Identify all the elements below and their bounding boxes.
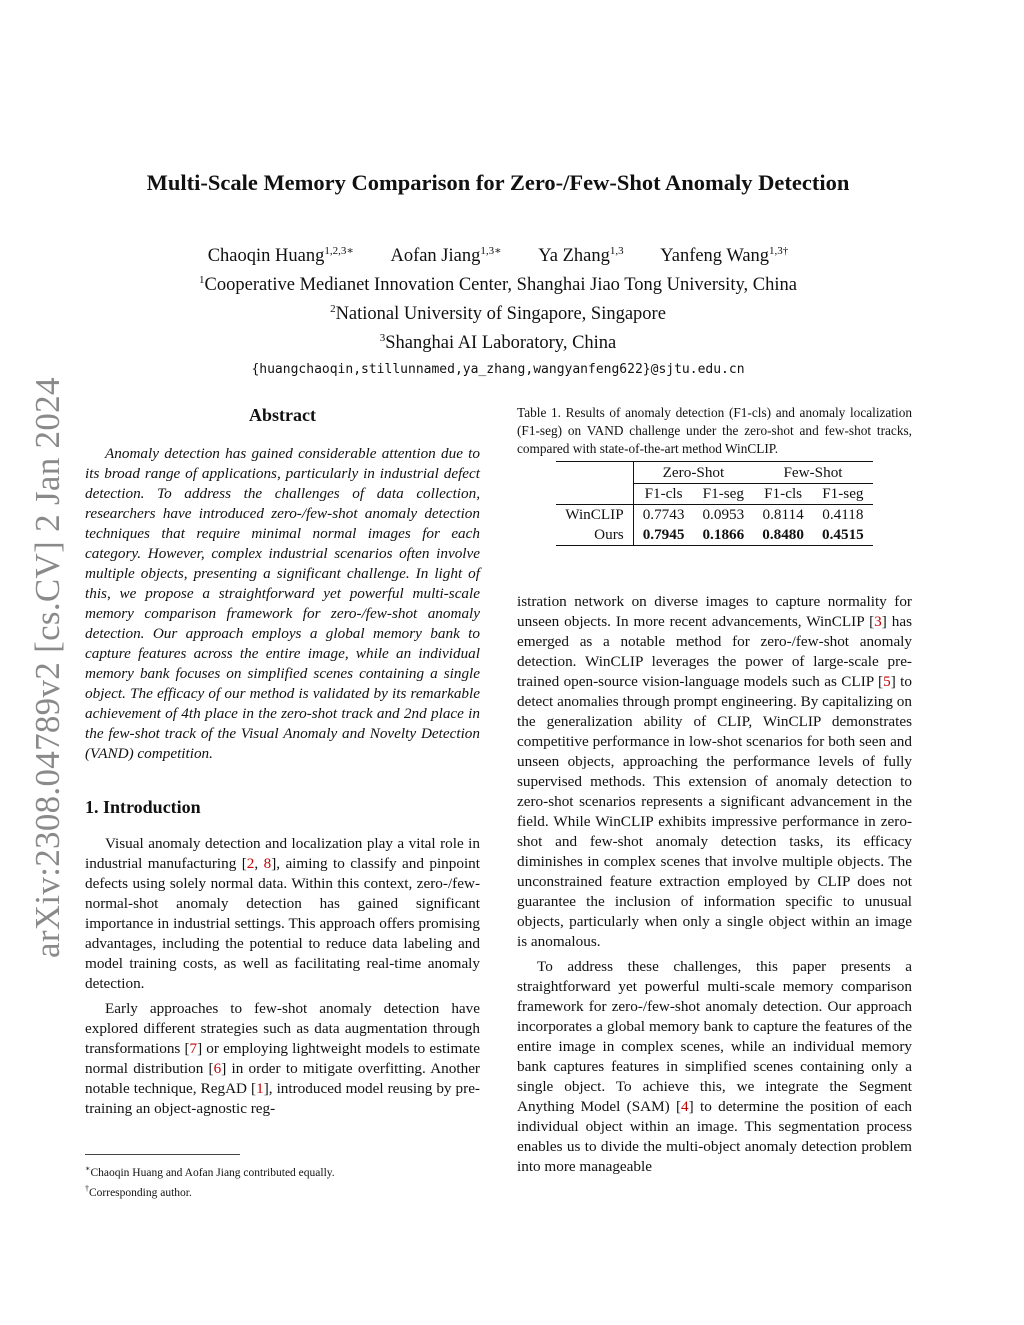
author: Yanfeng Wang$^{1,3\dagger}$ xyxy=(660,245,789,267)
table-row-method: WinCLIP xyxy=(556,505,633,526)
section-heading-introduction: 1. Introduction xyxy=(85,797,201,817)
author-block xyxy=(60,239,936,382)
table-cell: 0.8480 xyxy=(753,525,813,546)
body-paragraph: To address these challenges, this paper presents a straightforward yet powerful multi-scale memory comparison framework for zero-/few-shot anomaly detection. Our approach incorporates a global memory bank to capture the features of the entire image in complex scenes, while an individual memory bank captures features in simplified scenes containing only a single object. To achieve this, we integrate the Segment Anything Model (SAM) [4] to determine the position of each individual object within an image. This segmentation process enables us to divide the multi-object anomaly detection problem into more manageable xyxy=(517,958,912,1175)
citation-link[interactable]: 4 xyxy=(681,1098,689,1115)
footnote-divider xyxy=(85,1154,240,1155)
citation-link[interactable]: 3 xyxy=(874,613,882,630)
author: Aofan Jiang$^{1,3∗}$ xyxy=(390,245,502,267)
author-emails: {huangchaoqin,stillunnamed,ya_zhang,wangyanfeng622}@sjtu.edu.cn xyxy=(251,361,745,377)
arxiv-identifier: arXiv:2308.04789v2 [cs.CV] 2 Jan 2024 xyxy=(28,377,67,958)
table-column-header: F1-cls xyxy=(753,484,813,505)
table-cell: 0.0953 xyxy=(702,506,745,523)
table-cell: 0.7945 xyxy=(633,525,693,546)
citation-link[interactable]: 1 xyxy=(256,1080,264,1097)
abstract-heading: Abstract xyxy=(249,405,316,425)
table-row xyxy=(556,525,873,546)
table-row-method: Ours xyxy=(556,525,633,546)
footnote: ∗Chaoqin Huang and Aofan Jiang contributed equally. xyxy=(85,1164,335,1179)
citation-link[interactable]: 6 xyxy=(213,1060,222,1077)
affiliation: $^1$Cooperative Medianet Innovation Center, Shanghai Jiao Tong University, China xyxy=(199,274,797,296)
citation-link[interactable]: 5 xyxy=(883,673,891,690)
table-cell: 0.4118 xyxy=(822,506,864,523)
table-cell: 0.8114 xyxy=(762,506,804,523)
right-column xyxy=(517,404,912,1177)
citation-link[interactable]: 8 xyxy=(263,855,272,872)
table-header-columns xyxy=(556,484,873,505)
table-caption: Table 1. Results of anomaly detection (F1-cls) and anomaly localization (F1-seg) on VAND challenge under the zero-shot and few-shot tracks, compared with state-of-the-art method WinCLIP. xyxy=(517,405,912,456)
affiliation: $^3$Shanghai AI Laboratory, China xyxy=(379,332,617,354)
footnotes xyxy=(85,1154,480,1201)
author-list xyxy=(60,239,936,268)
intro-paragraph-2: Early approaches to few-shot anomaly detection have explored different strategies such as data augmentation through transformations [7] or employing lightweight models to estimate normal distribution [6] in order to mitigate overfitting. Another notable technique, RegAD [1], introduced model reusing by pre-training an object-agnostic reg- xyxy=(85,1000,480,1117)
abstract-text: Anomaly detection has gained considerable attention due to its broad range of applications, particularly in industrial defect detection. To address the challenges of data collection, researchers have introduced zero-/few-shot anomaly detection techniques that require minimal normal images for each category. However, complex industrial scenarios often involve multiple objects, presenting a significant challenge. In light of this, we propose a straightforward yet powerful multi-scale memory comparison framework for zero-/few-shot anomaly detection. Our approach employs a global memory bank to capture features across the entire image, while an individual memory bank focuses on simplified scenes containing a single object. The efficacy of our method is validated by its remarkable achievement of 4th place in the zero-shot track and 2nd place in the few-shot track of the Visual Anomaly and Novelty Detection (VAND) competition. xyxy=(85,445,480,762)
table-header-groups xyxy=(556,462,873,484)
citation-link[interactable]: 2 xyxy=(246,855,255,872)
citation-link[interactable]: 7 xyxy=(189,1040,198,1057)
right-body-text xyxy=(517,592,912,1177)
footnote: †Corresponding author. xyxy=(85,1183,192,1199)
affiliation: $^2$National University of Singapore, Singapore xyxy=(330,303,666,325)
table-row xyxy=(556,505,873,526)
paper-title: Multi-Scale Memory Comparison for Zero-/Few-Shot Anomaly Detection xyxy=(146,170,850,195)
results-table xyxy=(556,461,873,546)
table-cell: 0.1866 xyxy=(693,525,753,546)
table-column-header: F1-seg xyxy=(813,484,873,505)
author: Chaoqin Huang$^{1,2,3∗}$ xyxy=(207,245,354,267)
table-cell: 0.4515 xyxy=(813,525,873,546)
table-cell: 0.7743 xyxy=(642,506,685,523)
body-paragraph: istration network on diverse images to capture normality for unseen objects. In more recent advancements, WinCLIP [3] has emerged as a notable method for zero-/few-shot anomaly detection. WinCLIP leverages the power of large-scale pre-trained open-source vision-language models such as CLIP [5] to detect anomalies through prompt engineering. By capitalizing on the generalization ability of CLIP, WinCLIP demonstrates competitive performance in low-shot scenarios for both seen and unseen objects, approaching the performance levels of fully supervised methods. This extension of anomaly detection to zero-shot scenarios represents a significant advancement in the field. While WinCLIP exhibits impressive performance in zero-shot and few-shot anomaly detection tasks, its efficacy diminishes in complex scenes that involve multiple objects. The unconstrained feature extraction employed by CLIP does not guarantee the inclusion of information specific to unusual objects, particularly when only a single object within an image is anomalous. xyxy=(517,593,912,950)
table-column-header: F1-cls xyxy=(633,484,693,505)
intro-paragraph-1: Visual anomaly detection and localization play a vital role in industrial manufacturing [2, 8], aiming to classify and pinpoint defects using solely normal data. Within this context, zero-/few-normal-shot anomaly detection has gained significant importance in industrial settings. This approach offers promising advantages, including the potential to reduce data labeling and model training costs, as well as facilitating real-time anomaly detection. xyxy=(85,835,480,992)
table-column-header: F1-seg xyxy=(693,484,753,505)
table-group-header: Zero-Shot xyxy=(633,462,753,484)
author: Ya Zhang$^{1,3}$ xyxy=(538,245,624,267)
table-group-header: Few-Shot xyxy=(753,462,873,484)
left-column xyxy=(85,405,480,1119)
